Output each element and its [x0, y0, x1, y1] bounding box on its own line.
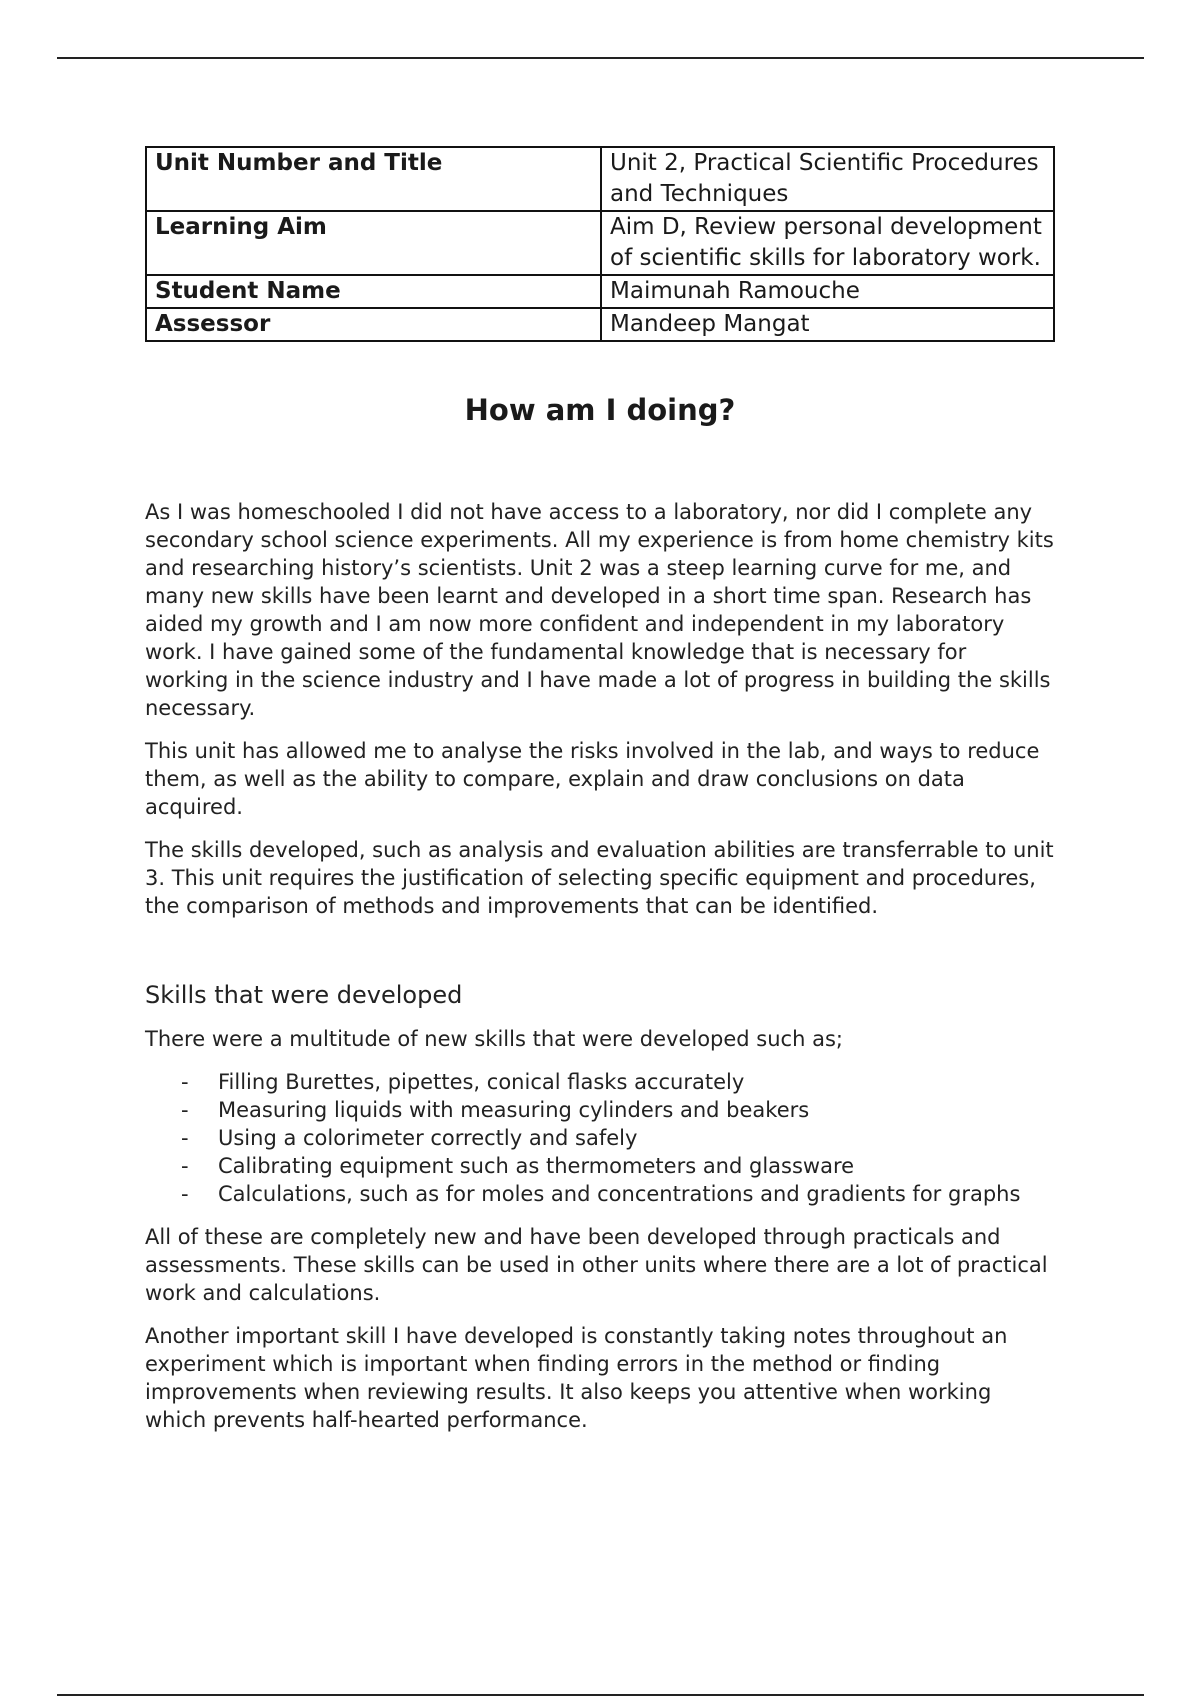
table-label: Assessor	[146, 308, 601, 341]
table-label: Unit Number and Title	[146, 147, 601, 211]
table-row	[146, 275, 1054, 308]
list-item-text: Calibrating equipment such as thermometers and glassware	[218, 1154, 855, 1178]
list-item	[145, 1124, 1055, 1152]
skills-list	[145, 1068, 1055, 1208]
section-heading: Skills that were developed	[145, 981, 463, 1009]
table-label: Learning Aim	[146, 211, 601, 275]
body-text	[145, 498, 1055, 1434]
page-title: How am I doing?	[464, 393, 736, 427]
bullet: -	[181, 1098, 189, 1122]
table-label: Student Name	[146, 275, 601, 308]
bullet: -	[181, 1182, 189, 1206]
header-rule	[57, 57, 1144, 59]
list-item	[145, 1096, 1055, 1124]
list-item	[145, 1068, 1055, 1096]
list-item	[145, 1180, 1055, 1208]
paragraph: Another important skill I have developed is constantly taking notes throughout an experiment which is important when finding errors in the method or finding improvements when reviewing results. It also keeps you attentive when working which prevents half-hearted performance.	[145, 1324, 1008, 1432]
bullet: -	[181, 1154, 189, 1178]
list-item	[145, 1152, 1055, 1180]
footer-rule	[57, 1694, 1144, 1696]
list-item-text: Using a colorimeter correctly and safely	[218, 1126, 638, 1150]
table-row	[146, 147, 1054, 211]
bullet: -	[181, 1070, 189, 1094]
list-item-text: Calculations, such as for moles and concentrations and gradients for graphs	[218, 1182, 1021, 1206]
section-intro: There were a multitude of new skills that were developed such as;	[145, 1027, 843, 1051]
table-value: Unit 2, Practical Scientific Procedures and Techniques	[601, 147, 1054, 211]
table-value: Mandeep Mangat	[601, 308, 1054, 341]
table-value: Aim D, Review personal development of scientific skills for laboratory work.	[601, 211, 1054, 275]
table-row	[146, 308, 1054, 341]
bullet: -	[181, 1126, 189, 1150]
paragraph: This unit has allowed me to analyse the risks involved in the lab, and ways to reduce them, as well as the ability to compare, explain and draw conclusions on data acquired.	[145, 739, 1040, 819]
list-item-text: Filling Burettes, pipettes, conical flasks accurately	[218, 1070, 745, 1094]
paragraph: As I was homeschooled I did not have access to a laboratory, nor did I complete any secondary school science experiments. All my experience is from home chemistry kits and researching history’s scientists. Unit 2 was a steep learning curve for me, and many new skills have been learnt and developed in a short time span. Research has aided my growth and I am now more confident and independent in my laboratory work. I have gained some of the fundamental knowledge that is necessary for working in the science industry and I have made a lot of progress in building the skills necessary.	[145, 500, 1054, 720]
table-row	[146, 211, 1054, 275]
document-body	[145, 146, 1055, 1449]
info-table	[145, 146, 1055, 342]
paragraph: The skills developed, such as analysis and evaluation abilities are transferrable to unit 3. This unit requires the justification of selecting specific equipment and procedures, the comparison of methods and improvements that can be identified.	[145, 838, 1054, 918]
paragraph: All of these are completely new and have been developed through practicals and assessments. These skills can be used in other units where there are a lot of practical work and calculations.	[145, 1225, 1048, 1305]
list-item-text: Measuring liquids with measuring cylinders and beakers	[218, 1098, 810, 1122]
table-value: Maimunah Ramouche	[601, 275, 1054, 308]
